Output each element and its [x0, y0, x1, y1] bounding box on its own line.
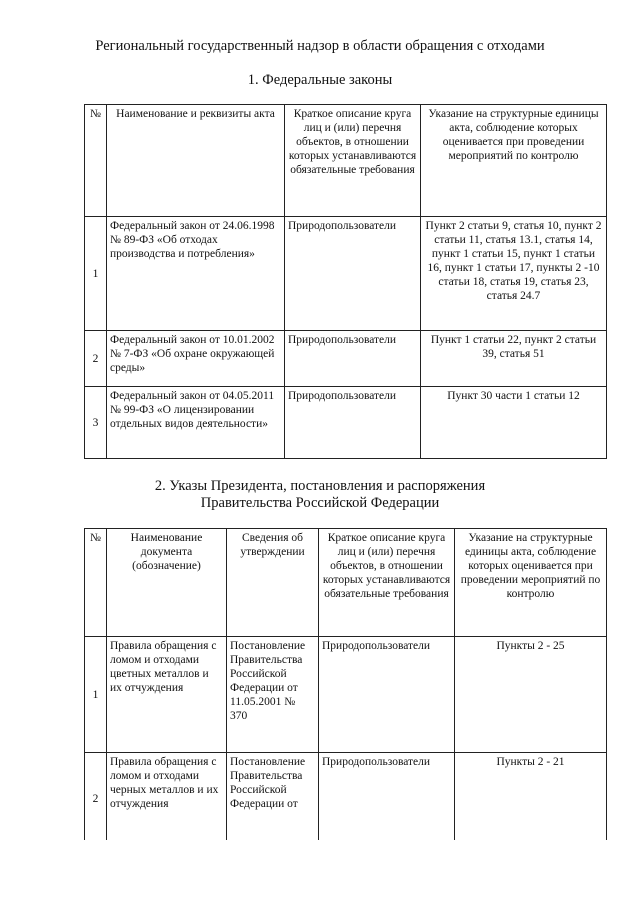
scope-cell: Природопользователи: [285, 331, 421, 387]
act-name: Федеральный закон от 24.06.1998 № 89-ФЗ «Об отходах производства и потребления»: [107, 217, 285, 331]
table-row: [85, 217, 607, 331]
row-number: 1: [85, 637, 107, 753]
section2-heading-line1: 2. Указы Президента, постановления и распоряжения: [154, 478, 486, 494]
approval-cell: Постановление Правительства Российской Федерации от 11.05.2001 № 370: [227, 637, 319, 753]
approval-cell: Постановление Правительства Российской Федерации от: [227, 753, 319, 845]
header-scope: Краткое описание круга лиц и (или) перечня объектов, в отношении которых устанавливаются обязательные требования: [319, 529, 455, 637]
table-row: [85, 637, 607, 753]
federal-laws-table: [84, 104, 607, 459]
document-name: Правила обращения с ломом и отходами цветных металлов и их отчуждения: [107, 637, 227, 753]
header-document-name: Наименование документа (обозначение): [107, 529, 227, 637]
scope-cell: Природопользователи: [319, 637, 455, 753]
section1-heading: 1. Федеральные законы: [247, 72, 393, 88]
section2-heading-line2: Правительства Российской Федерации: [200, 495, 440, 511]
header-number: №: [85, 105, 107, 217]
header-act-name: Наименование и реквизиты акта: [107, 105, 285, 217]
table-row: [85, 331, 607, 387]
units-cell: Пункты 2 - 25: [455, 637, 607, 753]
row-number: 2: [85, 331, 107, 387]
document-name: Правила обращения с ломом и отходами черных металлов и их отчуждения: [107, 753, 227, 845]
table-row: [85, 387, 607, 459]
scope-cell: Природопользователи: [285, 217, 421, 331]
table-row: [85, 753, 607, 845]
row-number: 3: [85, 387, 107, 459]
header-units: Указание на структурные единицы акта, соблюдение которых оценивается при проведении мероприятий по контролю: [455, 529, 607, 637]
units-cell: Пункт 2 статьи 9, статья 10, пункт 2 статьи 11, статья 13.1, статья 14, пункт 1 статьи 15, пункт 1 статьи 16, пункт 1 статьи 17, пункты 2 -10 статьи 18, статья 19, статья 23, статья 24.7: [421, 217, 607, 331]
units-cell: Пункт 30 части 1 статьи 12: [421, 387, 607, 459]
header-units: Указание на структурные единицы акта, соблюдение которых оценивается при проведении мероприятий по контролю: [421, 105, 607, 217]
scope-cell: Природопользователи: [319, 753, 455, 845]
scope-cell: Природопользователи: [285, 387, 421, 459]
header-number: №: [85, 529, 107, 637]
government-acts-table: [84, 528, 607, 845]
header-scope: Краткое описание круга лиц и (или) перечня объектов, в отношении которых устанавливаются обязательные требования: [285, 105, 421, 217]
page-title: Региональный государственный надзор в области обращения с отходами: [95, 38, 545, 54]
units-cell: Пункт 1 статьи 22, пункт 2 статьи 39, статья 51: [421, 331, 607, 387]
row-number: 2: [85, 753, 107, 845]
table-header-row: [85, 105, 607, 217]
header-approval: Сведения об утверждении: [227, 529, 319, 637]
page-bottom-cutoff: [0, 840, 640, 905]
units-cell: Пункты 2 - 21: [455, 753, 607, 845]
act-name: Федеральный закон от 10.01.2002 № 7-ФЗ «Об охране окружающей среды»: [107, 331, 285, 387]
table-header-row: [85, 529, 607, 637]
act-name: Федеральный закон от 04.05.2011 № 99-ФЗ «О лицензировании отдельных видов деятельности»: [107, 387, 285, 459]
row-number: 1: [85, 217, 107, 331]
